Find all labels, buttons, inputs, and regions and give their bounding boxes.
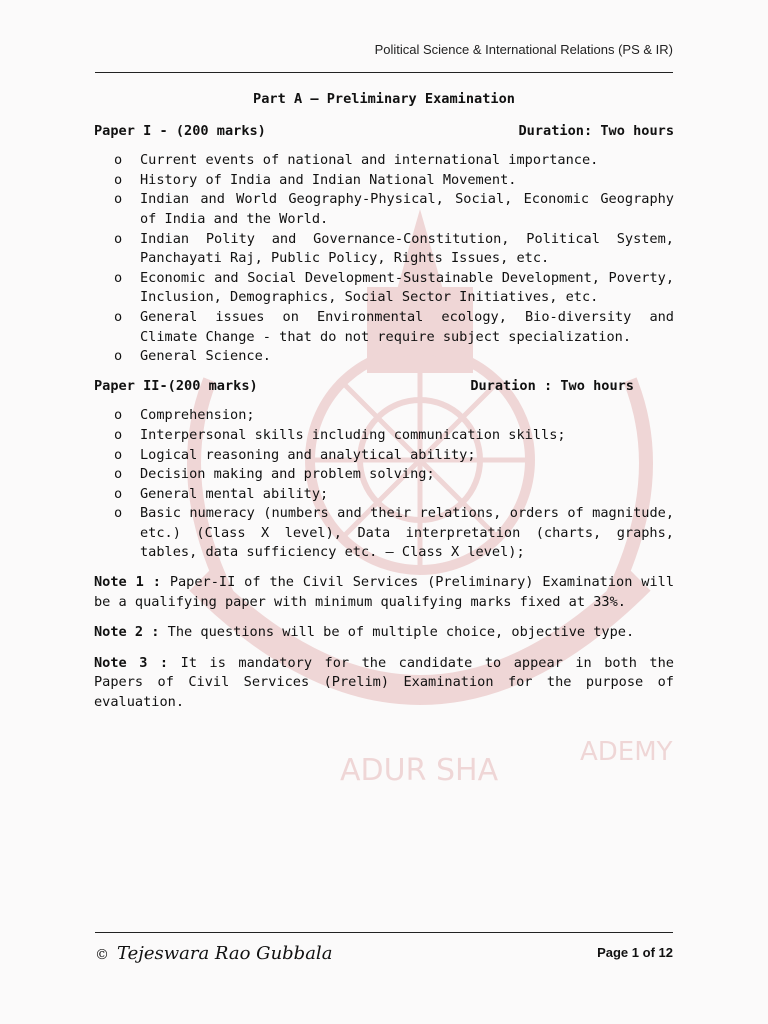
page-number: Page 1 of 12	[597, 945, 673, 960]
header-title: Political Science & International Relations (PS & IR)	[374, 42, 673, 57]
list-item: o Current events of national and international importance.	[94, 151, 674, 171]
note-3	[94, 654, 674, 713]
paper2-syllabus-list	[94, 406, 674, 563]
paper1-heading	[94, 122, 674, 142]
bullet: o	[114, 230, 123, 247]
list-item: o Interpersonal skills including communication skills;	[94, 426, 674, 446]
paper2-heading	[94, 377, 674, 397]
list-item: o Economic and Social Development-Sustainable Development, Poverty, Inclusion, Demographics, Social Sector Initiatives, etc.	[114, 269, 674, 306]
paper2-duration: Duration : Two hours	[470, 377, 634, 394]
list-item: o General issues on Environmental ecology, Bio-diversity and Climate Change - that do not require subject specialization.	[114, 308, 674, 345]
bullet: o	[114, 466, 123, 483]
copyright-symbol: ©	[95, 947, 109, 963]
bullet: o	[114, 426, 123, 443]
note-1	[94, 573, 674, 612]
bullet: o	[114, 269, 123, 286]
page-footer	[95, 932, 673, 969]
paper1-syllabus-list	[94, 151, 674, 367]
note-label: Note 2 :	[94, 624, 160, 641]
note-label: Note 3 :	[94, 654, 169, 671]
note-text: It is mandatory for the candidate to appear in both the Papers of Civil Services (Prelim) Examination for the purpose of evaluation.	[94, 654, 674, 711]
svg-text:ADUR SHA: ADUR SHA	[340, 753, 499, 788]
list-item: o Basic numeracy (numbers and their relations, orders of magnitude, etc.) (Class X level), Data interpretation (charts, graphs, tables, data sufficiency etc. – Class X level);	[114, 505, 674, 561]
list-item: o General mental ability;	[94, 485, 674, 505]
bullet: o	[114, 446, 123, 463]
bullet: o	[114, 191, 123, 208]
note-text: The questions will be of multiple choice, objective type.	[167, 624, 635, 641]
author-signature	[95, 943, 332, 964]
document-body	[94, 90, 674, 724]
note-text: Paper-II of the Civil Services (Preliminary) Examination will be a qualifying paper with minimum qualifying marks fixed at 33%.	[94, 574, 675, 610]
bullet: o	[114, 348, 123, 365]
paper1-duration: Duration: Two hours	[518, 122, 674, 139]
part-title: Part A – Preliminary Examination	[253, 91, 515, 107]
svg-text:ADEMY: ADEMY	[580, 737, 673, 767]
bullet: o	[114, 407, 123, 424]
list-item: o Logical reasoning and analytical ability;	[94, 446, 674, 466]
paper2-title: Paper II-(200 marks)	[94, 377, 258, 394]
list-item: o General Science.	[94, 347, 674, 367]
note-2	[94, 623, 674, 643]
list-item: o History of India and Indian National Movement.	[94, 171, 674, 191]
bullet: o	[114, 308, 123, 325]
bullet: o	[114, 152, 123, 169]
bullet: o	[114, 171, 123, 188]
note-label: Note 1 :	[94, 574, 161, 591]
author-name: Tejeswara Rao Gubbala	[117, 943, 333, 964]
list-item: o Indian and World Geography-Physical, Social, Economic Geography of India and the World.	[114, 191, 674, 227]
paper1-title: Paper I - (200 marks)	[94, 122, 266, 139]
bullet: o	[114, 485, 123, 502]
list-item: o Decision making and problem solving;	[94, 465, 674, 485]
bullet: o	[114, 505, 123, 522]
list-item: o Comprehension;	[94, 406, 674, 426]
page-header	[95, 38, 673, 73]
list-item: o Indian Polity and Governance-Constitution, Political System, Panchayati Raj, Public Policy, Rights Issues, etc.	[114, 230, 674, 267]
